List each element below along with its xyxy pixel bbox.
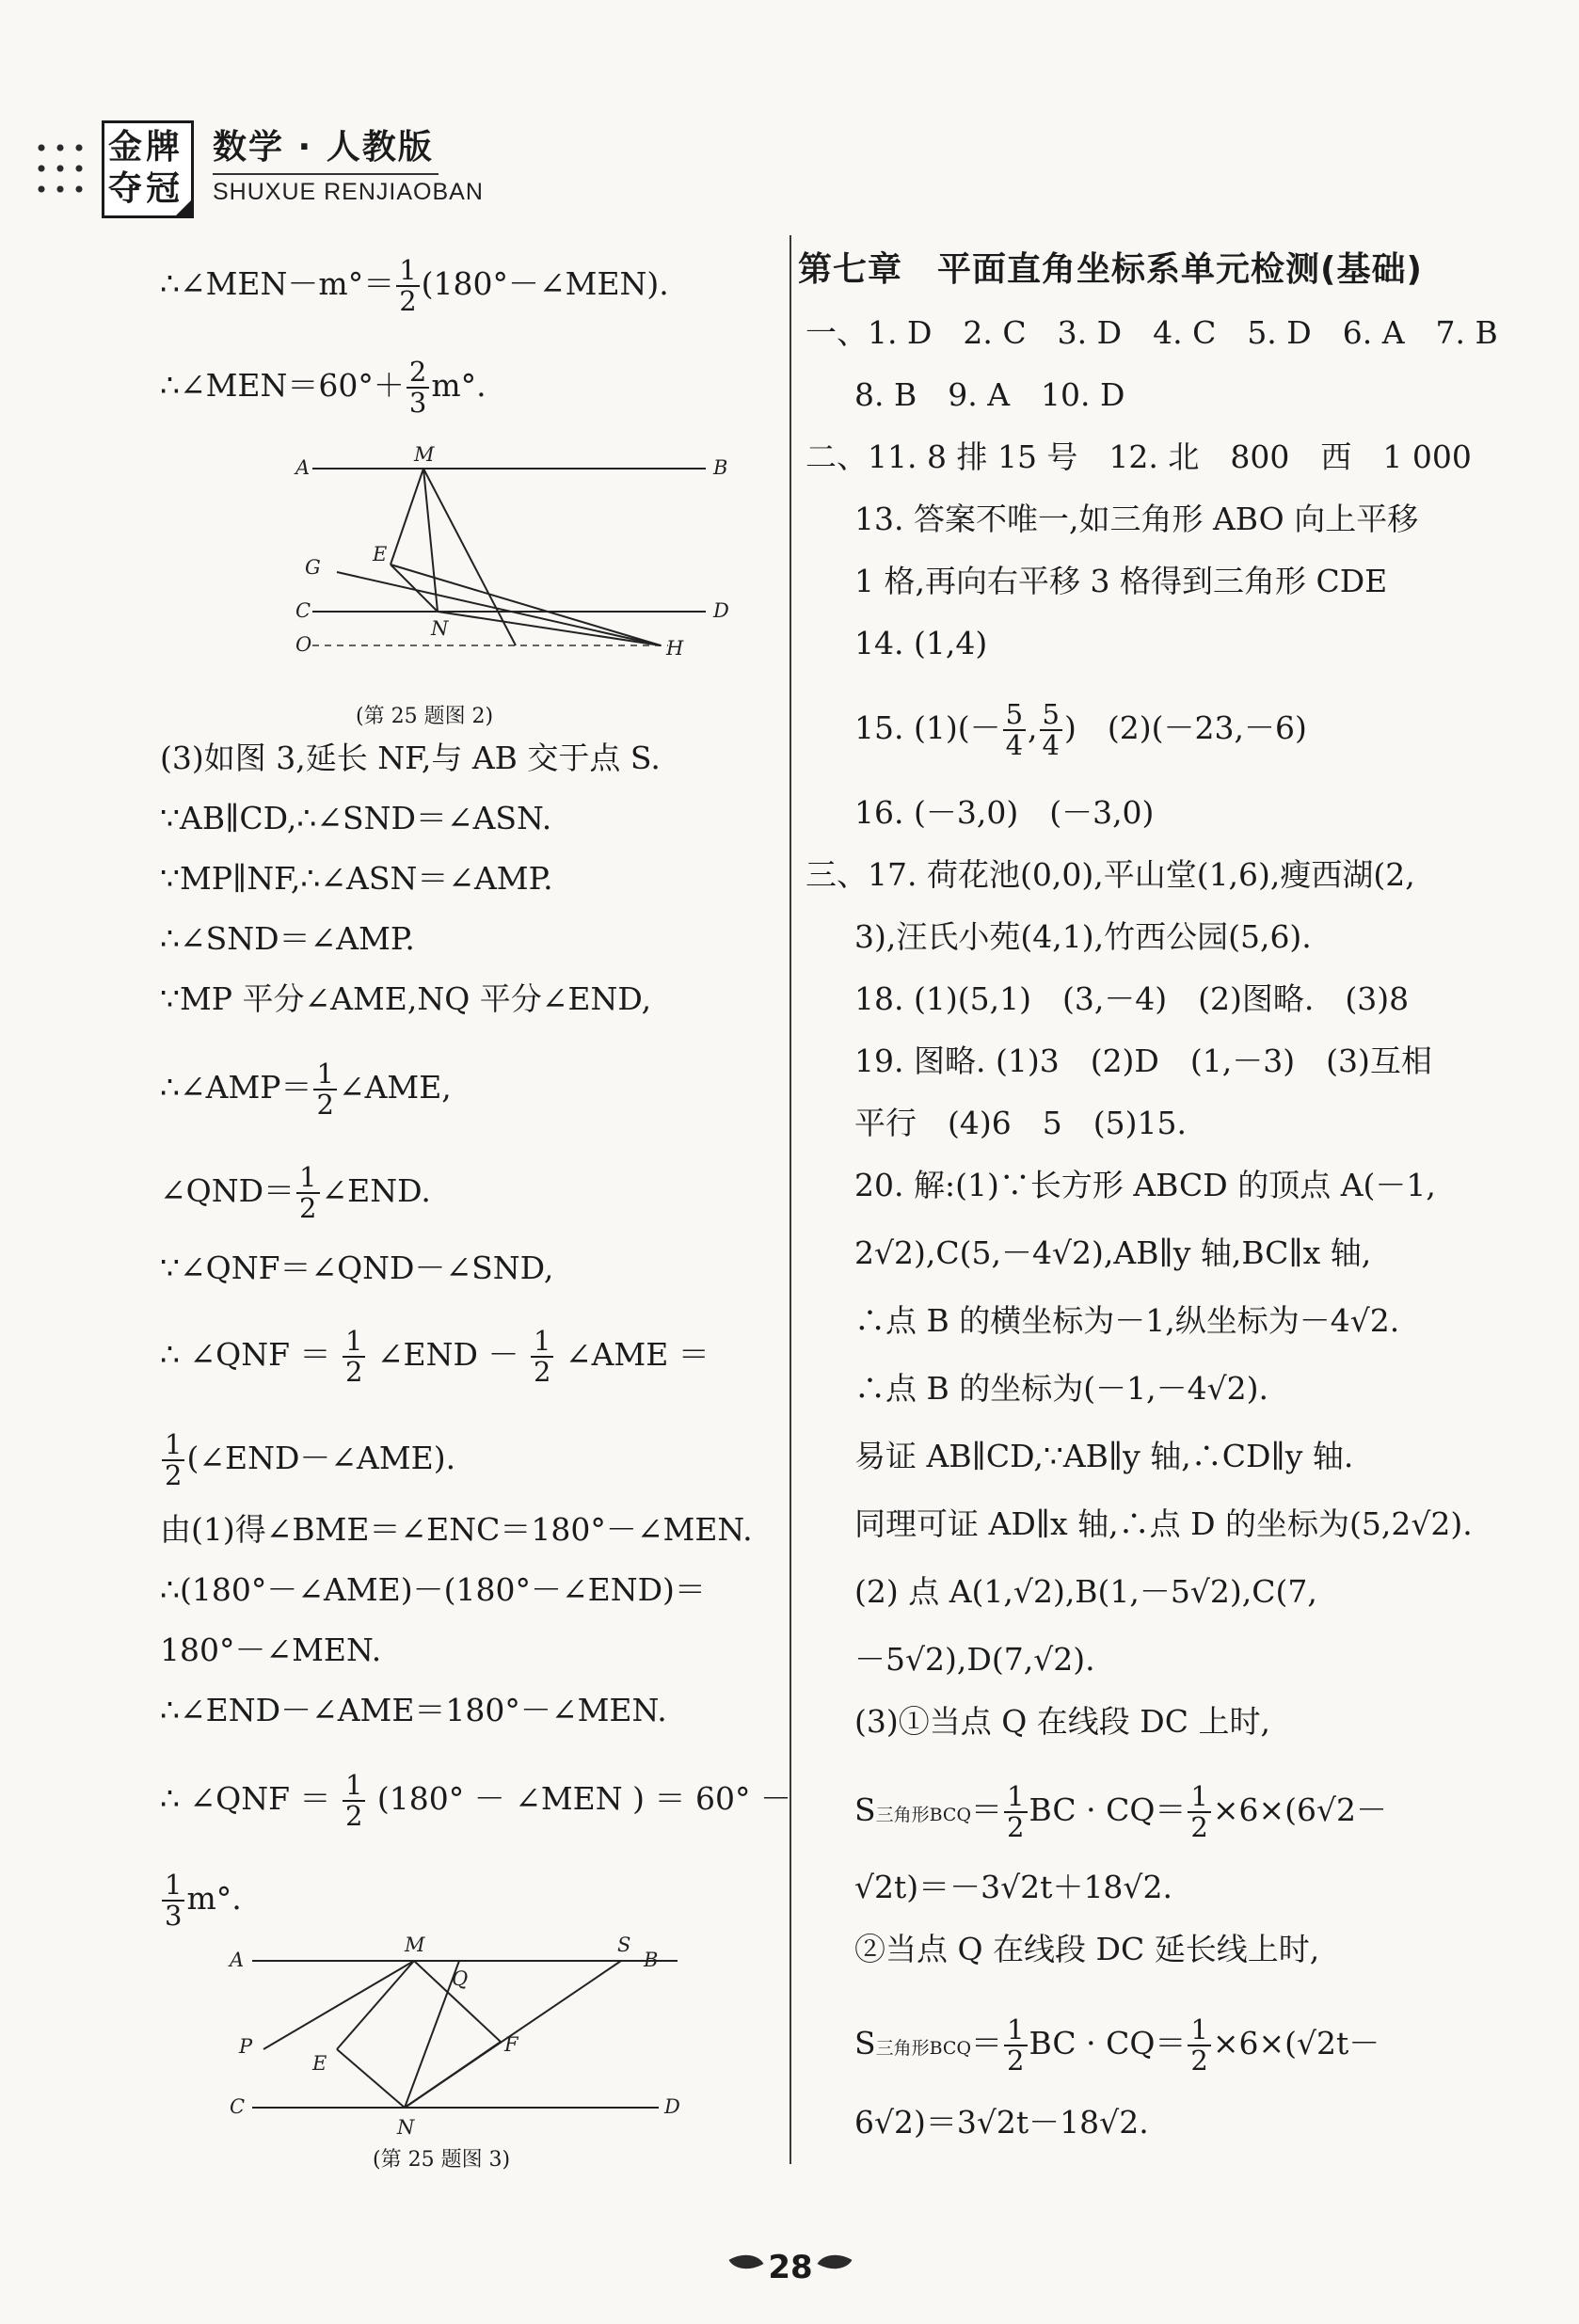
label-E: E (373, 543, 388, 565)
answer-line: 14. (1,4) (854, 625, 988, 661)
label-A: A (230, 1949, 245, 1971)
solution-line: 由(1)得∠BME＝∠ENC＝180°－∠MEN. (160, 1511, 753, 1548)
answer-line: √2t)＝－3√2t＋18√2. (854, 1869, 1172, 1905)
answer-line: ∴点 B 的横坐标为－1,纵坐标为－4√2. (854, 1302, 1400, 1339)
chapter-heading: 第七章 平面直角坐标系单元检测(基础) (798, 250, 1423, 289)
solution-line: ∴(180°－∠AME)－(180°－∠END)＝ (160, 1571, 706, 1608)
solution-line: ∴∠END－∠AME＝180°－∠MEN. (160, 1692, 667, 1728)
answer-line: 一、1. D 2. C 3. D 4. C 5. D 6. A 7. B (805, 314, 1498, 351)
label-O: O (295, 633, 312, 656)
solution-line: ∴ ∠QNF ＝ $\frac{1}{2}$ (180° － ∠MEN ) ＝ 60° － (160, 1769, 791, 1832)
solution-line: ∠QND＝ $\frac{1}{2}$ ∠END. (160, 1161, 431, 1224)
solution-line: ∵AB∥CD,∴∠SND＝∠ASN. (160, 800, 552, 836)
answer-line: ∴点 B 的坐标为(－1,－4√2). (854, 1370, 1268, 1407)
solution-line: ∴∠MEN＝60°＋ $\frac{2}{3}$ m°. (160, 356, 486, 419)
label-S: S (617, 1934, 631, 1956)
figure-caption: (第 25 题图 2) (356, 705, 494, 728)
label-F: F (504, 2033, 518, 2056)
label-D: D (713, 599, 729, 622)
solution-line: ∵∠QNF＝∠QND－∠SND, (160, 1250, 554, 1286)
answer-line: ②当点 Q 在线段 DC 延长线上时, (854, 1931, 1320, 1967)
label-C: C (230, 2095, 246, 2118)
label-C: C (295, 599, 311, 622)
answer-line: 13. 答案不唯一,如三角形 ABO 向上平移 (854, 501, 1419, 537)
answer-line: S三角形BCQ＝ $\frac{1}{2}$ BC · CQ＝ $\frac{1}{2}$ ×6×(6√2－ (854, 1780, 1388, 1843)
label-M: M (405, 1934, 425, 1956)
answer-line: 3),汪氏小苑(4,1),竹西公园(5,6). (854, 918, 1312, 955)
logo-line2: 夺冠 (108, 169, 184, 208)
answer-line: 二、11. 8 排 15 号 12. 北 800 西 1 000 (805, 438, 1472, 475)
solution-line: ∴∠SND＝∠AMP. (160, 920, 415, 957)
answer-line: 6√2)＝3√2t－18√2. (854, 2104, 1149, 2141)
label-A: A (295, 456, 311, 479)
answer-line: 易证 AB∥CD,∵AB∥y 轴,∴CD∥y 轴. (854, 1438, 1354, 1474)
answer-line: 16. (－3,0) (－3,0) (854, 794, 1155, 831)
figure-25-2 (292, 433, 753, 677)
answer-line: －5√2),D(7,√2). (854, 1641, 1095, 1678)
label-Q: Q (452, 1967, 469, 1990)
answer-line: (2) 点 A(1,√2),B(1,－5√2),C(7, (854, 1573, 1317, 1610)
solution-line: ∵MP 平分∠AME,NQ 平分∠END, (160, 980, 652, 1017)
label-G: G (305, 556, 321, 579)
solution-line: ∴∠MEN－m°＝ $\frac{1}{2}$ (180°－∠MEN). (160, 254, 669, 317)
answer-line: 三、17. 荷花池(0,0),平山堂(1,6),瘦西湖(2, (805, 856, 1415, 893)
answer-line: 同理可证 AD∥x 轴,∴点 D 的坐标为(5,2√2). (854, 1505, 1473, 1542)
book-title: 数学 · 人教版 (213, 128, 434, 167)
solution-line: $\frac{1}{2}$ (∠END－∠AME). (160, 1430, 455, 1490)
solution-line: 180°－∠MEN. (160, 1632, 382, 1668)
answer-line: 19. 图略. (1)3 (2)D (1,－3) (3)互相 (854, 1043, 1432, 1079)
label-B: B (713, 456, 728, 479)
logo-line1: 金牌 (108, 128, 184, 167)
label-B: B (644, 1949, 659, 1971)
figure-caption: (第 25 题图 3) (373, 2148, 511, 2172)
solution-line: (3)如图 3,延长 NF,与 AB 交于点 S. (160, 740, 661, 776)
answer-line: 20. 解:(1)∵长方形 ABCD 的顶点 A(－1, (854, 1167, 1436, 1203)
solution-line: ∴∠AMP＝ $\frac{1}{2}$ ∠AME, (160, 1058, 452, 1121)
label-N: N (431, 617, 449, 640)
label-E: E (312, 2052, 327, 2075)
book-subtitle: SHUXUE RENJIAOBAN (213, 179, 484, 205)
answer-line: (3)①当点 Q 在线段 DC 上时, (854, 1703, 1270, 1740)
solution-line: ∵MP∥NF,∴∠ASN＝∠AMP. (160, 860, 553, 897)
label-N: N (397, 2116, 415, 2139)
answer-line: 18. (1)(5,1) (3,－4) (2)图略. (3)8 (854, 980, 1410, 1017)
right-column (805, 0, 1558, 2258)
label-M: M (414, 443, 435, 466)
label-D: D (664, 2095, 680, 2118)
answer-line: 15. (1)(－ $\frac{5}{4}$ , $\frac{5}{4}$ ) (2)(－23,－6) (854, 698, 1307, 761)
answer-line: S三角形BCQ＝ $\frac{1}{2}$ BC · CQ＝ $\frac{1}{2}$ ×6×(√2t－ (854, 2014, 1380, 2077)
decorative-dots (32, 137, 88, 199)
figure-25-3 (226, 1929, 753, 2155)
answer-line: 平行 (4)6 5 (5)15. (854, 1105, 1187, 1141)
solution-line: $\frac{1}{3}$ m°. (160, 1870, 242, 1931)
answer-line: 8. B 9. A 10. D (854, 376, 1125, 413)
label-H: H (666, 637, 684, 660)
left-column (160, 0, 791, 2258)
column-divider (790, 235, 791, 2164)
answer-line: 1 格,再向右平移 3 格得到三角形 CDE (854, 563, 1388, 599)
solution-line: ∴ ∠QNF ＝ $\frac{1}{2}$ ∠END － $\frac{1}{2}$ ∠AME ＝ (160, 1325, 710, 1388)
page-number: 28 (768, 2249, 813, 2286)
label-P: P (239, 2035, 253, 2058)
answer-line: 2√2),C(5,－4√2),AB∥y 轴,BC∥x 轴, (854, 1234, 1372, 1271)
